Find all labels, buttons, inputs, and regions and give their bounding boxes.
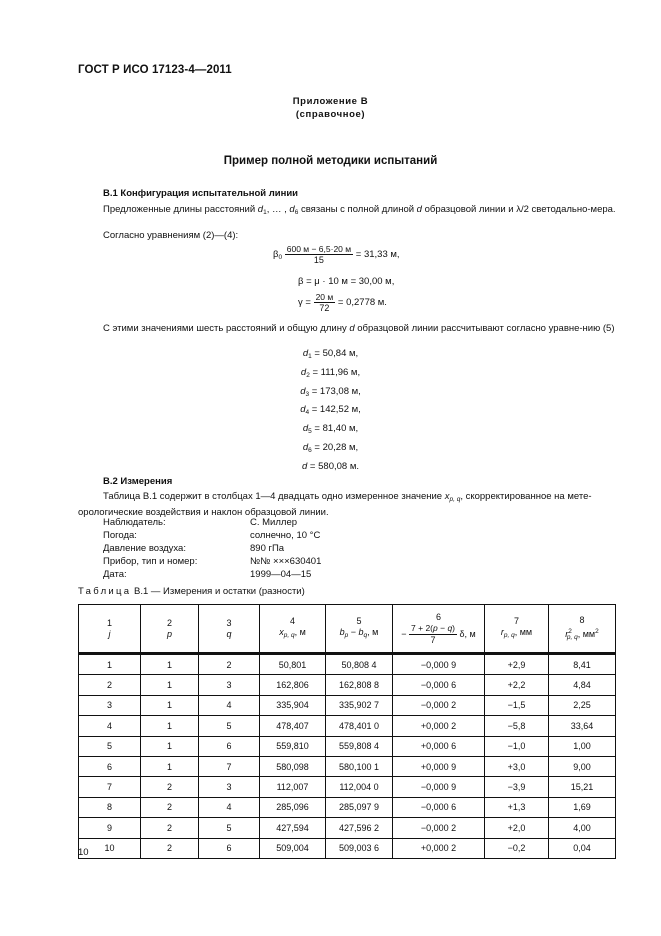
cell-j: 1 (79, 654, 141, 675)
meta-observer: Наблюдатель: С. Миллер (103, 517, 298, 528)
distance-values (0, 345, 661, 477)
table-row (79, 736, 616, 756)
distance-d1: $d_1 = 50,84$ м, (302, 348, 359, 360)
cell-b-diff: 162,808 8 (326, 675, 393, 695)
cell-x: 427,594 (260, 818, 326, 838)
cell-b-diff: 509,003 6 (326, 838, 393, 858)
distance-d4: $d_4 = 142,52$ м, (300, 404, 361, 417)
document-id: ГОСТ Р ИСО 17123-4—2011 (78, 64, 232, 76)
table-row (79, 654, 616, 675)
distance-d2: $d_2 = 111,96$ м, (300, 366, 361, 379)
header-col-8: 8 $r^2_{p, q}$, $мм^2$ (549, 605, 616, 654)
cell-j: 3 (79, 695, 141, 715)
header-col-6: 6 − $\frac{7 + 2(p - q)}{7}$ δ, м (393, 605, 485, 654)
cell-r: +2,0 (485, 818, 549, 838)
cell-x: 509,004 (260, 838, 326, 858)
cell-q: 5 (199, 818, 260, 838)
table-row (79, 716, 616, 736)
measurements-table (78, 604, 616, 859)
cell-r2: 8,41 (549, 654, 616, 675)
distance-d3: $d_3 = 173,08$ м, (300, 385, 361, 398)
page-title: Пример полной методики испытаний (223, 155, 438, 167)
cell-p: 1 (141, 695, 199, 715)
cell-q: 3 (199, 777, 260, 797)
section-b1-paragraph-2: Согласно уравнениям (2)—(4): (103, 230, 239, 241)
cell-r2: 4,00 (549, 818, 616, 838)
table-row (79, 777, 616, 797)
cell-x: 559,810 (260, 736, 326, 756)
cell-r: −1,0 (485, 736, 549, 756)
header-col-4: 4 $x_{p, q}$, м (260, 605, 326, 654)
table-row (79, 675, 616, 695)
table-row (79, 818, 616, 838)
header-col-3: 3 q (199, 605, 260, 654)
meta-weather: Погода: солнечно, 10 °С (103, 530, 321, 541)
cell-x: 478,407 (260, 716, 326, 736)
cell-p: 1 (141, 736, 199, 756)
cell-r: +3,0 (485, 756, 549, 776)
cell-p: 2 (141, 818, 199, 838)
cell-p: 1 (141, 675, 199, 695)
cell-x: 162,806 (260, 675, 326, 695)
table-header-row (79, 605, 616, 654)
cell-correction: +0,000 9 (393, 756, 485, 776)
cell-b-diff: 580,100 1 (326, 756, 393, 776)
cell-b-diff: 427,596 2 (326, 818, 393, 838)
cell-q: 6 (199, 838, 260, 858)
section-b2-heading: В.2 Измерения (103, 476, 173, 487)
table-row (79, 695, 616, 715)
cell-j: 9 (79, 818, 141, 838)
cell-p: 1 (141, 756, 199, 776)
cell-r: +2,9 (485, 654, 549, 675)
cell-correction: +0,000 2 (393, 716, 485, 736)
header-col-7: 7 $r_{p, q}$, мм (485, 605, 549, 654)
annex-type: (справочное) (295, 109, 366, 120)
distance-d5: $d_5 = 81,40$ м, (302, 423, 359, 436)
measurement-metadata (103, 516, 321, 581)
cell-correction: −0,000 6 (393, 797, 485, 817)
cell-q: 5 (199, 716, 260, 736)
cell-r2: 15,21 (549, 777, 616, 797)
cell-p: 1 (141, 716, 199, 736)
distance-total: d = 580,08 м. (302, 460, 359, 472)
cell-b-diff: 285,097 9 (326, 797, 393, 817)
meta-air-pressure: Давление воздуха: 890 гПа (103, 543, 285, 554)
page-number: 10 (78, 847, 89, 858)
cell-q: 4 (199, 695, 260, 715)
cell-p: 2 (141, 838, 199, 858)
cell-x: 285,096 (260, 797, 326, 817)
equation-beta0: $\beta_0$ $\frac{600 м - 6,5\cdot 20 м}{15}$ = 31,33 м, (273, 244, 400, 265)
cell-r2: 33,64 (549, 716, 616, 736)
cell-x: 580,098 (260, 756, 326, 776)
cell-r2: 1,69 (549, 797, 616, 817)
table-caption: Таблица В.1 — Измерения и остатки (разности) (78, 586, 305, 597)
equation-beta: β = μ · 10 м = 30,00 м, (298, 276, 395, 287)
cell-p: 2 (141, 797, 199, 817)
cell-r: −0,2 (485, 838, 549, 858)
cell-p: 1 (141, 654, 199, 675)
cell-correction: +0,000 6 (393, 736, 485, 756)
cell-b-diff: 559,808 4 (326, 736, 393, 756)
cell-r2: 4,84 (549, 675, 616, 695)
cell-b-diff: 112,004 0 (326, 777, 393, 797)
cell-correction: −0,000 6 (393, 675, 485, 695)
cell-q: 2 (199, 654, 260, 675)
cell-b-diff: 335,902 7 (326, 695, 393, 715)
cell-r2: 9,00 (549, 756, 616, 776)
cell-x: 335,904 (260, 695, 326, 715)
cell-r: −1,5 (485, 695, 549, 715)
section-b1-heading: В.1 Конфигурация испытательной линии (103, 188, 299, 199)
equation-gamma: γ = $\frac{20 м}{72}$ = 0,2778 м. (298, 292, 387, 313)
cell-q: 4 (199, 797, 260, 817)
cell-j: 4 (79, 716, 141, 736)
cell-j: 6 (79, 756, 141, 776)
cell-p: 2 (141, 777, 199, 797)
cell-r2: 1,00 (549, 736, 616, 756)
cell-r2: 0,04 (549, 838, 616, 858)
cell-j: 7 (79, 777, 141, 797)
cell-b-diff: 478,401 0 (326, 716, 393, 736)
annex-title: Приложение В (292, 96, 369, 107)
header-col-1: 1 j (79, 605, 141, 654)
table-row (79, 756, 616, 776)
cell-correction: −0,000 9 (393, 777, 485, 797)
section-b2-paragraph: Таблица В.1 содержит в столбцах 1—4 двадцать одно измеренное значение $x_{p, q}$, скорректированное на мете-орологические воздействия и наклон образцовой линии. (78, 491, 592, 518)
header-col-2: 2 p (141, 605, 199, 654)
cell-r: −5,8 (485, 716, 549, 736)
table-row (79, 838, 616, 858)
cell-j: 10 (79, 838, 141, 858)
meta-date: Дата: 1999—04—15 (103, 569, 312, 580)
cell-x: 50,801 (260, 654, 326, 675)
cell-j: 2 (79, 675, 141, 695)
cell-r: −3,9 (485, 777, 549, 797)
cell-j: 8 (79, 797, 141, 817)
cell-j: 5 (79, 736, 141, 756)
header-col-5: 5 $b_p - b_q$, м (326, 605, 393, 654)
cell-b-diff: 50,808 4 (326, 654, 393, 675)
cell-correction: −0,000 9 (393, 654, 485, 675)
table-row (79, 797, 616, 817)
cell-x: 112,007 (260, 777, 326, 797)
cell-r2: 2,25 (549, 695, 616, 715)
section-b1-paragraph-3: С этими значениями шесть расстояний и общую длину d образцовой линии рассчитывают согласно уравне-нию (5) (103, 323, 615, 334)
cell-q: 6 (199, 736, 260, 756)
cell-q: 7 (199, 756, 260, 776)
cell-r: +2,2 (485, 675, 549, 695)
section-b1-paragraph-1: Предложенные длины расстояний $d_1$, … , $d_6$ связаны с полной длиной d образцовой линии и λ/2 светодально-мера. (103, 204, 616, 216)
cell-correction: −0,000 2 (393, 818, 485, 838)
distance-d6: $d_6 = 20,28$ м, (302, 441, 359, 454)
meta-instrument: Прибор, тип и номер: №№ ×××630401 (103, 556, 322, 567)
cell-correction: −0,000 2 (393, 695, 485, 715)
cell-q: 3 (199, 675, 260, 695)
cell-correction: +0,000 2 (393, 838, 485, 858)
cell-r: +1,3 (485, 797, 549, 817)
